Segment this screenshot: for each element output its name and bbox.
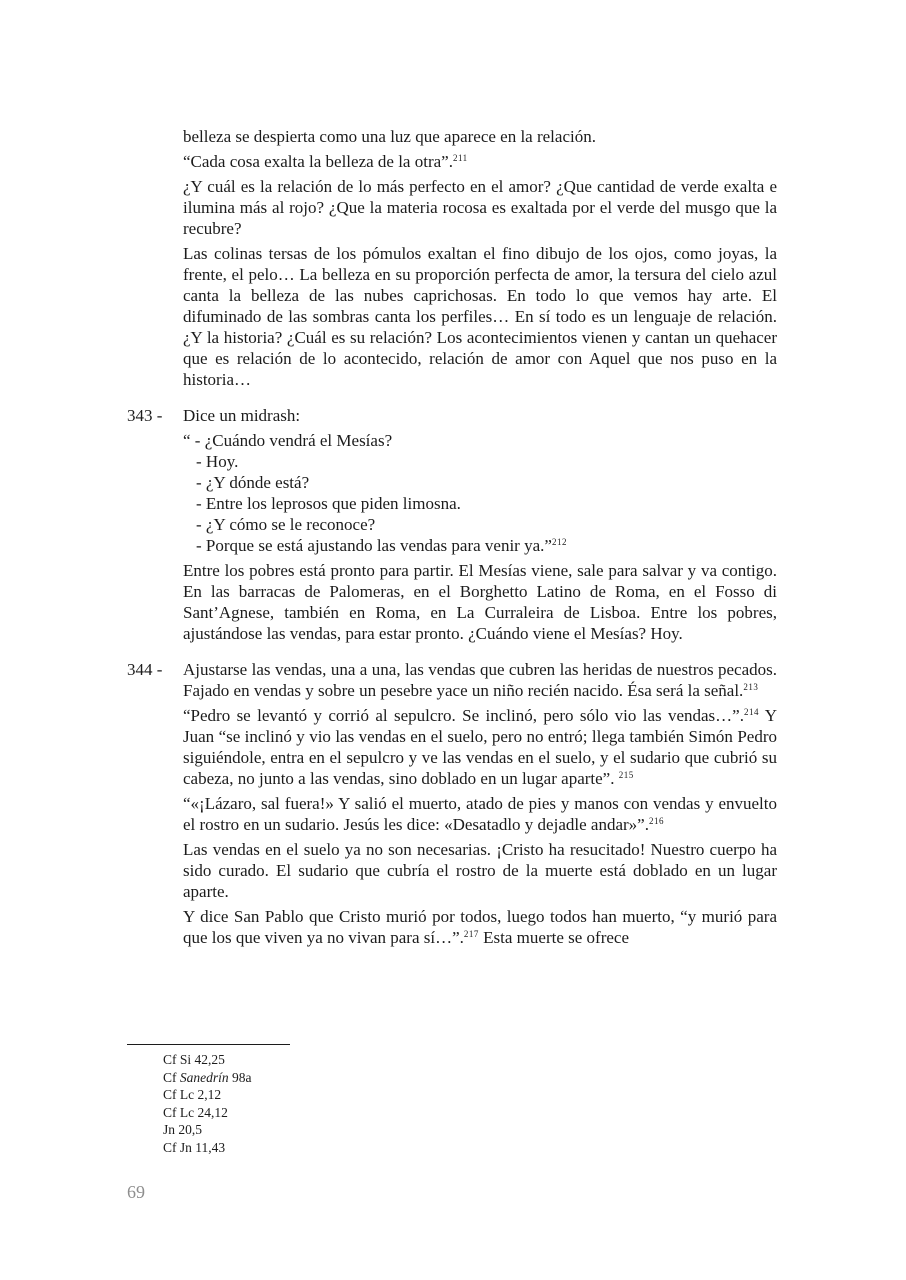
section-number-344: 344 - bbox=[127, 660, 163, 679]
footnote-lc-24-12: Cf Lc 24,12 bbox=[163, 1104, 228, 1120]
section-344 bbox=[127, 659, 777, 948]
footnotes bbox=[127, 1044, 527, 1156]
paragraph-vendas-no-necesarias: Las vendas en el suelo ya no son necesarias. ¡Cristo ha resucitado! Nuestro cuerpo ha sido curado. El sudario que cubría el rostro de la muerte está doblado en un lugar aparte. bbox=[183, 840, 777, 901]
footnote-jn-20-5: Jn 20,5 bbox=[163, 1122, 203, 1137]
paragraph-continuation: belleza se despierta como una luz que aparece en la relación. bbox=[183, 127, 596, 146]
footnote-jn-11-43: Cf Jn 11,43 bbox=[163, 1139, 226, 1155]
dialogue-line-como-reconoce: - ¿Y cómo se le reconoce? bbox=[196, 515, 376, 534]
paragraph-lazaro-sal-fuera: “«¡Lázaro, sal fuera!» Y salió el muerto, atado de pies y manos con vendas y envuelto el rostro en un sudario. Jesús les dice: «Desatadlo y dejadle andar»”.$^{216}$ bbox=[183, 794, 777, 834]
text-block bbox=[127, 126, 777, 948]
footnote-lc-2-12: Cf Lc 2,12 bbox=[163, 1087, 222, 1102]
paragraph-colinas-pomulos: Las colinas tersas de los pómulos exaltan el fino dibujo de los ojos, como joyas, la frente, el pelo… La belleza en su proporción perfecta de amor, la tersura del cielo azul canta la belleza de las nubes caprichosas. En todo lo que vemos hay arte. El difuminado de las sombras canta los perfiles… En sí todo es un lenguaje de relación. ¿Y la historia? ¿Cuál es su relación? Los acontecimientos vienen y cantan un quehacer que es relación de lo acontecido, relación de amor con Aquel que nos puso en la historia… bbox=[183, 244, 777, 389]
paragraph-entre-los-pobres: Entre los pobres está pronto para partir. El Mesías viene, sale para salvar y va contigo. En las barracas de Palomeras, en el Borghetto Latino de Roma, en el Fosso di Sant’Agnese, también en Roma, en La Curraleira de Lisboa. Entre los pobres, ajustándose las vendas, para estar pronto. ¿Cuándo viene el Mesías? Hoy. bbox=[183, 561, 777, 643]
paragraph-dice-midrash: Dice un midrash: bbox=[183, 406, 301, 425]
dialogue-line-hoy: - Hoy. bbox=[196, 452, 239, 471]
section-343 bbox=[127, 405, 777, 644]
page-number: 69 bbox=[127, 1182, 145, 1202]
dialogue-line-leprosos: - Entre los leprosos que piden limosna. bbox=[196, 494, 461, 513]
dialogue-line-cuando-vendra: “ - ¿Cuándo vendrá el Mesías? bbox=[183, 431, 393, 450]
footnote-separator-rule bbox=[127, 1044, 290, 1045]
footnote-sanedrin-98a: Cf Sanedrín 98a bbox=[163, 1069, 252, 1085]
dialogue-line-donde-esta: - ¿Y dónde está? bbox=[196, 473, 310, 492]
dialogue-midrash bbox=[183, 430, 777, 556]
dialogue-line-ajustando-vendas: - Porque se está ajustando las vendas para venir ya.”$^{212}$ bbox=[196, 536, 567, 555]
quote-cada-cosa: “Cada cosa exalta la belleza de la otra”.$^{211}$ bbox=[183, 152, 468, 171]
section-number-343: 343 - bbox=[127, 406, 163, 425]
paragraph-pedro-sepulcro: “Pedro se levantó y corrió al sepulcro. Se inclinó, pero sólo vio las vendas…”.$^{214}$ Y Juan “se inclinó y vio las vendas en el suelo, pero no entró; llega también Simón Pedro siguiéndole, entra en el sepulcro y ve las vendas en el suelo, y el sudario que cubrió su cabeza, no junto a las vendas, sino doblado en un lugar aparte”. $^{215}$ bbox=[183, 706, 777, 788]
footnote-si-42-25: Cf Si 42,25 bbox=[163, 1052, 225, 1067]
paragraph-san-pablo: Y dice San Pablo que Cristo murió por todos, luego todos han muerto, “y murió para que los que viven ya no vivan para sí…”.$^{217}$ Esta muerte se ofrece bbox=[183, 907, 777, 947]
paragraph-ajustarse-vendas: Ajustarse las vendas, una a una, las vendas que cubren las heridas de nuestros pecados. Fajado en vendas y sobre un pesebre yace un niño recién nacido. Ésa será la señal.$^{213}$ bbox=[183, 660, 777, 700]
paragraph-relacion-amor: ¿Y cuál es la relación de lo más perfecto en el amor? ¿Que cantidad de verde exalta e ilumina más al rojo? ¿Que la materia rocosa es exaltada por el verde del musgo que la recubre? bbox=[183, 177, 777, 238]
